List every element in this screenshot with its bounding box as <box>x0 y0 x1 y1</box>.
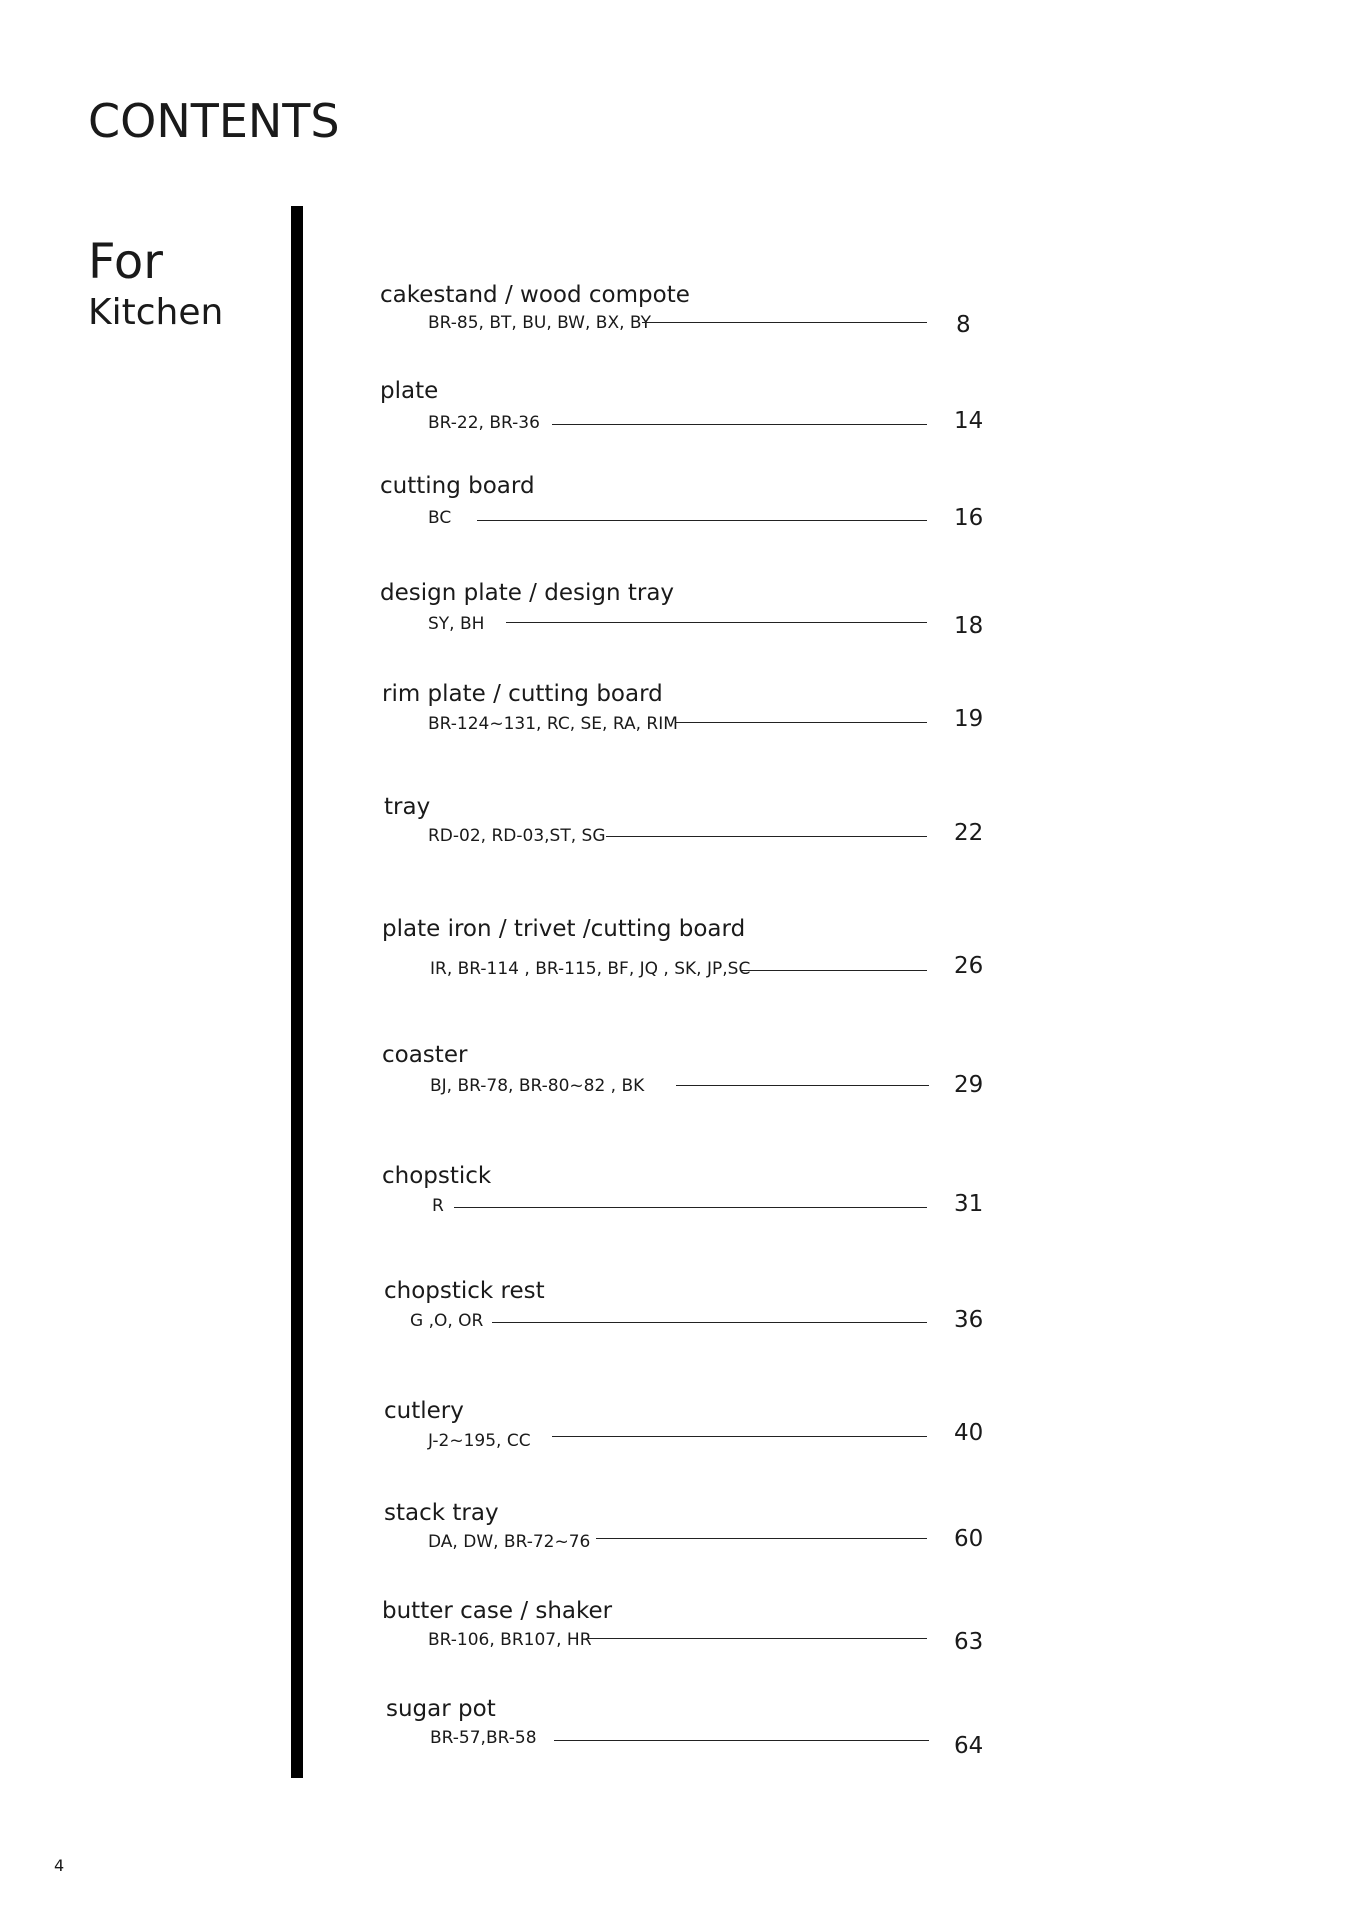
section-title-line1: For <box>88 234 163 290</box>
page-title: CONTENTS <box>88 94 340 148</box>
toc-entry-codes: BR-106, BR107, HR <box>428 1630 592 1650</box>
toc-leader-line <box>606 836 927 837</box>
toc-entry-title: plate <box>380 378 439 404</box>
toc-entry-title: chopstick rest <box>384 1278 545 1304</box>
toc-entry-codes: G ,O, OR <box>410 1311 484 1331</box>
toc-entry-codes: IR, BR-114 , BR-115, BF, JQ , SK, JP,SC <box>430 959 751 979</box>
toc-leader-line <box>552 424 927 425</box>
toc-leader-line <box>596 1538 927 1539</box>
toc-entry-codes: BC <box>428 508 452 528</box>
page-number: 4 <box>54 1856 65 1875</box>
section-divider-bar <box>291 206 303 1778</box>
toc-entry-page: 8 <box>956 312 971 338</box>
toc-entry-title: rim plate / cutting board <box>382 681 663 707</box>
toc-leader-line <box>492 1322 927 1323</box>
toc-leader-line <box>477 520 927 521</box>
toc-entry-page: 29 <box>954 1072 984 1098</box>
toc-entry-title: cutlery <box>384 1398 464 1424</box>
toc-entry-codes: SY, BH <box>428 614 485 634</box>
toc-entry-page: 18 <box>954 613 984 639</box>
toc-leader-line <box>740 970 927 971</box>
toc-entry-page: 14 <box>954 408 984 434</box>
toc-entry-page: 26 <box>954 953 984 979</box>
toc-entry-codes: DA, DW, BR-72~76 <box>428 1532 591 1552</box>
toc-entry-page: 36 <box>954 1307 984 1333</box>
toc-entry-page: 16 <box>954 505 984 531</box>
toc-leader-line <box>454 1207 927 1208</box>
toc-entry-title: plate iron / trivet /cutting board <box>382 916 746 942</box>
toc-entry-title: coaster <box>382 1042 468 1068</box>
toc-leader-line <box>552 1436 927 1437</box>
toc-entry-page: 40 <box>954 1420 984 1446</box>
toc-entry-codes: RD-02, RD-03,ST, SG <box>428 826 606 846</box>
toc-leader-line <box>506 622 927 623</box>
toc-entry-codes: R <box>432 1196 444 1216</box>
toc-entry-title: design plate / design tray <box>380 580 675 606</box>
toc-entry-codes: BR-57,BR-58 <box>430 1728 537 1748</box>
toc-entry-page: 22 <box>954 820 984 846</box>
toc-entry-title: chopstick <box>382 1163 492 1189</box>
toc-entry-title: cutting board <box>380 473 535 499</box>
toc-entry-codes: BR-85, BT, BU, BW, BX, BY <box>428 313 652 333</box>
toc-entry-codes: BR-124~131, RC, SE, RA, RIM <box>428 714 678 734</box>
toc-entry-title: butter case / shaker <box>382 1598 613 1624</box>
toc-entry-page: 63 <box>954 1629 984 1655</box>
toc-entry-codes: BR-22, BR-36 <box>428 413 540 433</box>
toc-entry-title: tray <box>384 794 431 820</box>
toc-entry-codes: J-2~195, CC <box>428 1431 531 1451</box>
toc-entry-page: 64 <box>954 1733 984 1759</box>
toc-leader-line <box>676 722 927 723</box>
toc-entry-page: 19 <box>954 706 984 732</box>
toc-leader-line <box>676 1085 929 1086</box>
toc-entry-page: 60 <box>954 1526 984 1552</box>
toc-entry-title: cakestand / wood compote <box>380 282 690 308</box>
section-title-line2: Kitchen <box>88 292 224 333</box>
toc-entry-title: stack tray <box>384 1500 499 1526</box>
toc-entry-title: sugar pot <box>386 1696 496 1722</box>
section-title <box>88 236 223 336</box>
toc-entry-page: 31 <box>954 1191 984 1217</box>
toc-leader-line <box>642 322 927 323</box>
toc-leader-line <box>554 1740 929 1741</box>
toc-leader-line <box>586 1638 927 1639</box>
toc-entry-codes: BJ, BR-78, BR-80~82 , BK <box>430 1076 645 1096</box>
